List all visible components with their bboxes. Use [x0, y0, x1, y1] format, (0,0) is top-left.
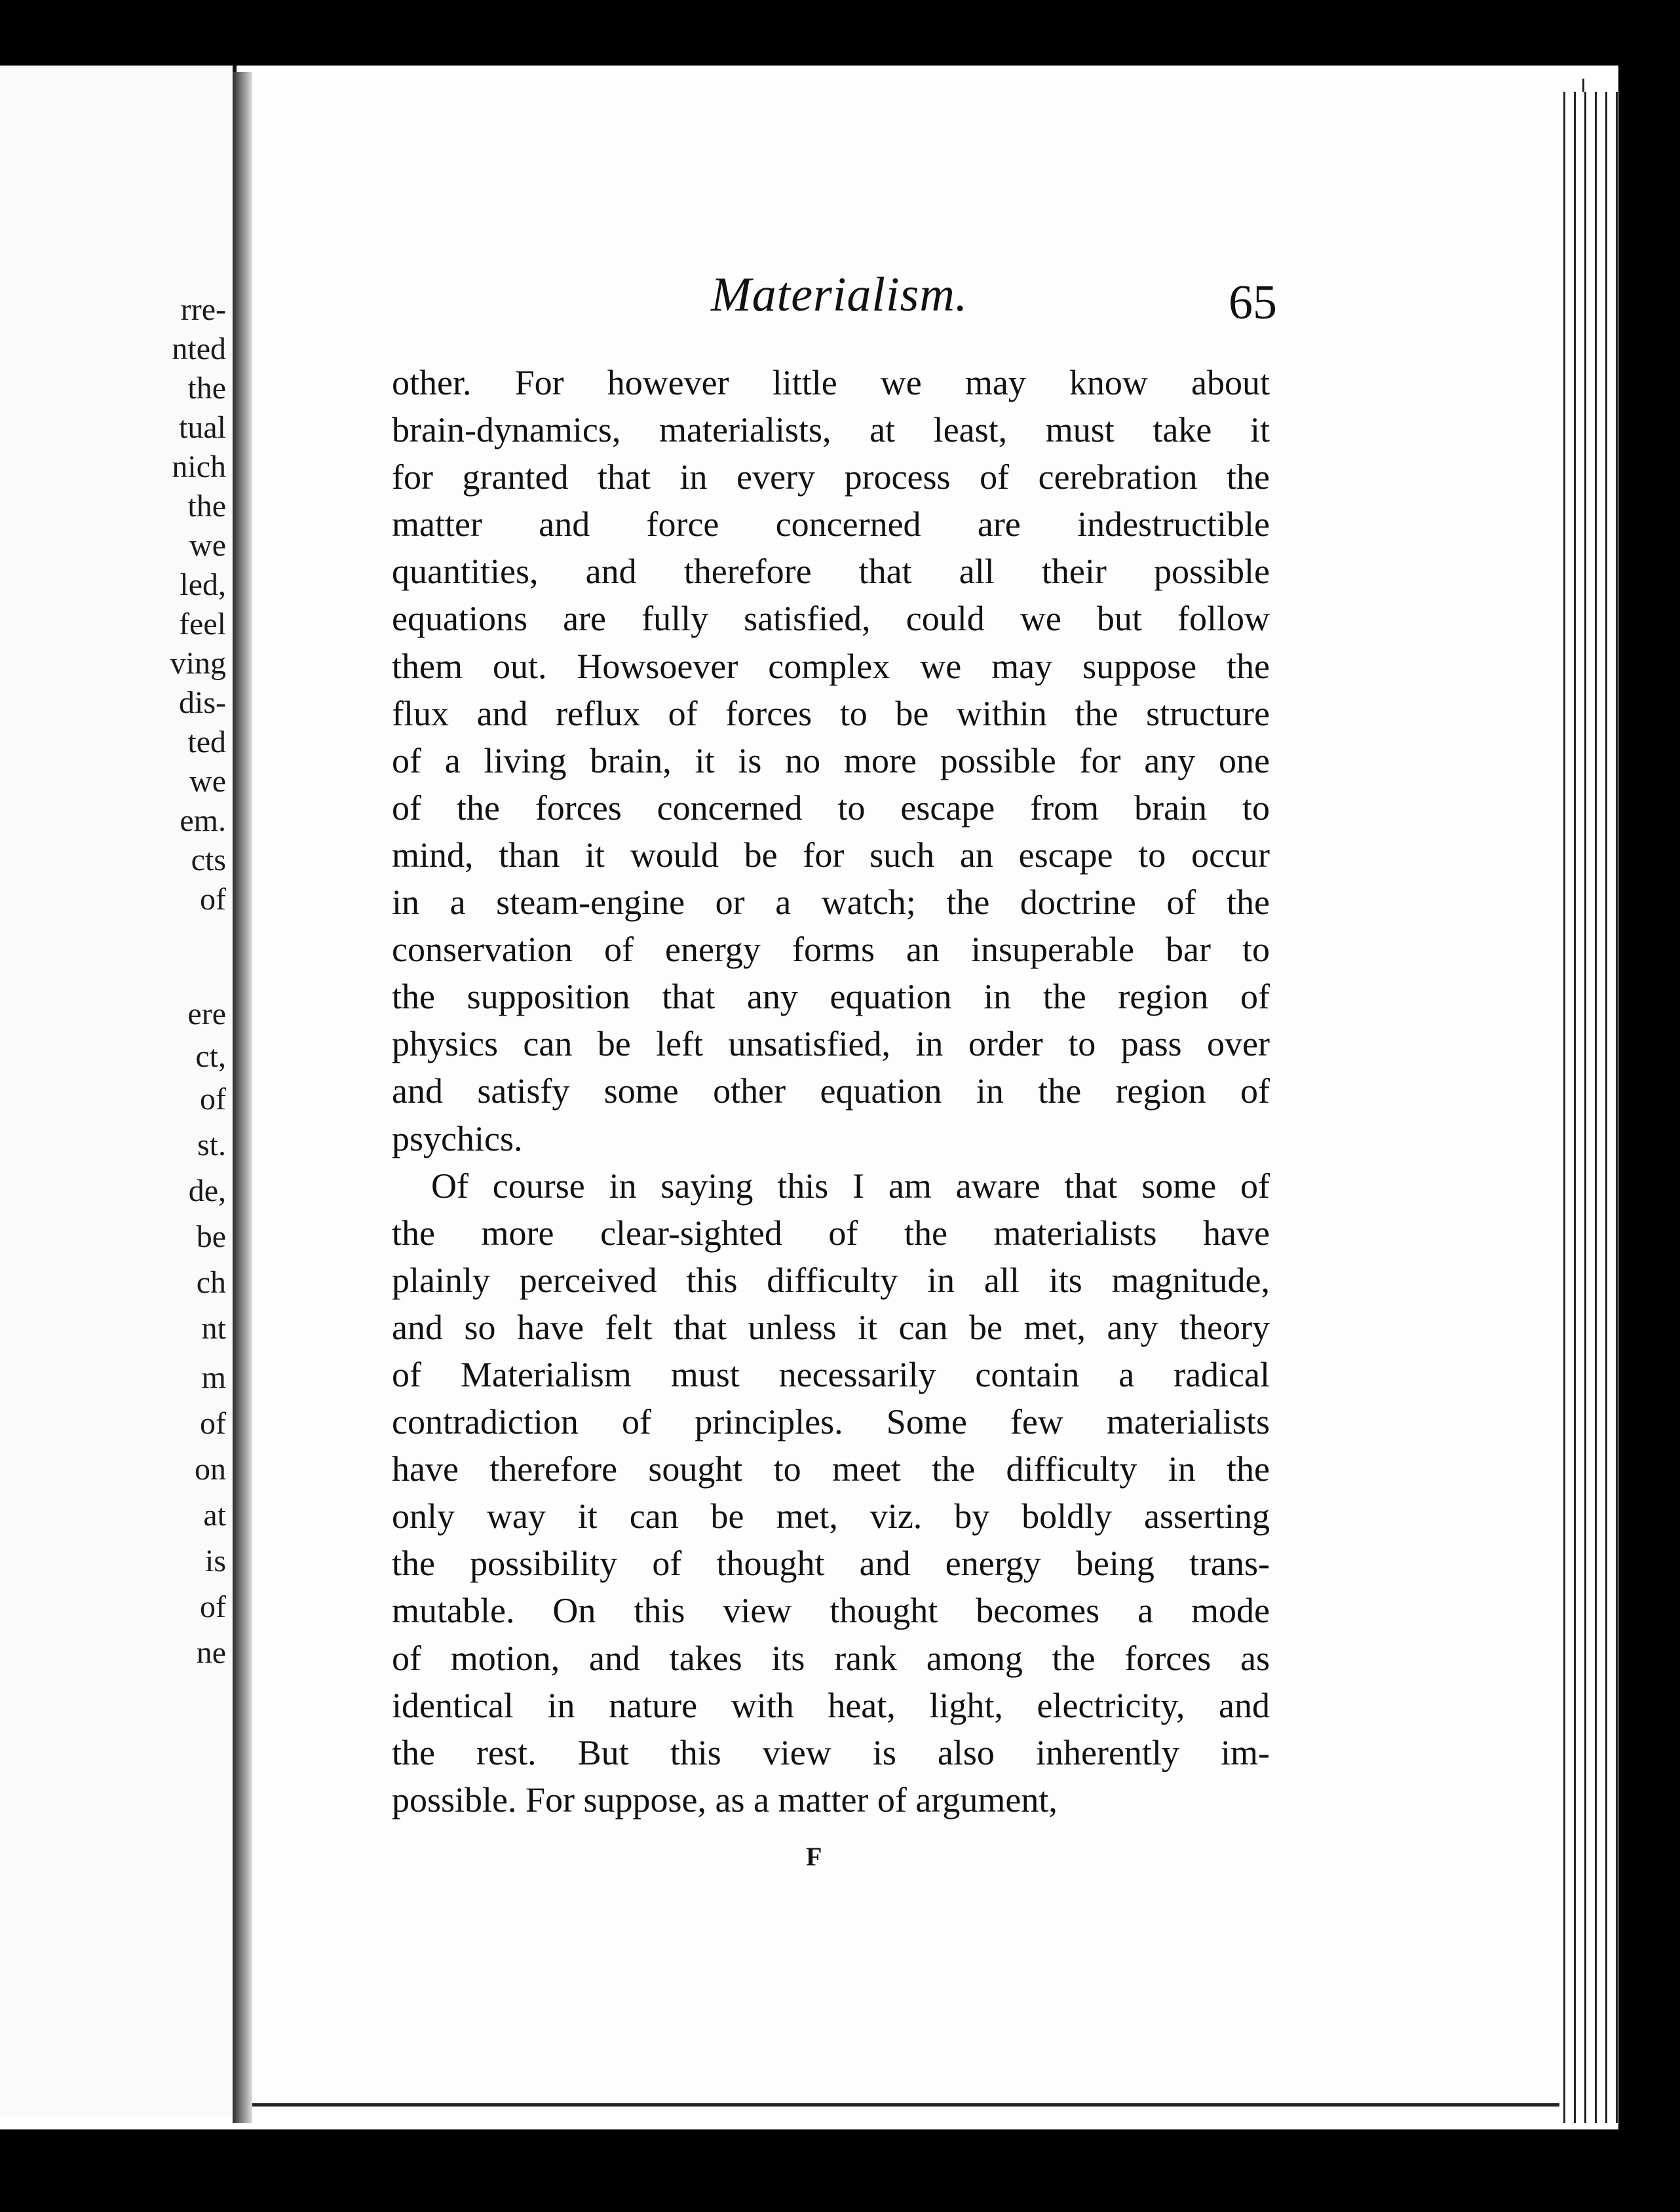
text-line: of motion, and takes its rank among the forces as [392, 1638, 1270, 1678]
page-edges [1559, 92, 1618, 2123]
facing-page-fragment: de, [188, 1173, 226, 1208]
scan-border-right [1618, 0, 1680, 2212]
facing-page-fragment: of [200, 882, 226, 917]
text-line: other. For however little we may know about [392, 363, 1270, 402]
scan-border-top [0, 0, 1680, 66]
text-line: physics can be left unsatisfied, in order to pass over [392, 1024, 1270, 1064]
facing-page-fragment: led, [180, 567, 226, 602]
paragraph-2 [392, 1162, 1270, 1823]
text-line: mind, than it would be for such an escape to occur [392, 835, 1270, 875]
facing-page-fragment: ct, [195, 1039, 226, 1074]
facing-page-fragment: on [195, 1452, 226, 1487]
facing-page-fragment: ere [187, 997, 226, 1031]
text-line: conservation of energy forms an insuperable bar to [392, 930, 1270, 970]
text-line: of Materialism must necessarily contain a radical [392, 1354, 1270, 1394]
text-line: the more clear-sighted of the materialists have [392, 1213, 1270, 1253]
text-line: psychics. [392, 1118, 523, 1158]
text-line: the rest. But this view is also inherently im- [392, 1732, 1270, 1772]
facing-page-fragment: be [196, 1219, 226, 1254]
text-line: flux and reflux of forces to be within the structure [392, 693, 1270, 733]
facing-page-fragment: ne [196, 1635, 226, 1670]
text-line: and so have felt that unless it can be met, any theory [392, 1307, 1270, 1347]
text-line: only way it can be met, viz. by boldly asserting [392, 1497, 1270, 1536]
text-line: the supposition that any equation in the region of [392, 977, 1270, 1017]
text-line: for granted that in every process of cerebration the [392, 457, 1270, 497]
facing-page-fragment: of [200, 1082, 226, 1116]
body-text [392, 359, 1270, 1823]
facing-page-fragment: we [189, 528, 226, 563]
facing-page-fragment: of [200, 1590, 226, 1624]
scan-border-bottom [0, 2129, 1680, 2212]
facing-page-fragment: tual [179, 410, 226, 445]
dust-speck [10, 13, 15, 18]
text-line: contradiction of principles. Some few materialists [392, 1402, 1270, 1442]
facing-page-fragment: feel [179, 607, 226, 641]
facing-page-fragment: is [204, 1544, 226, 1578]
facing-page-fragment: we [189, 764, 226, 799]
text-line: mutable. On this view thought becomes a mode [392, 1591, 1270, 1631]
text-line: them out. Howsoever complex we may suppose the [392, 646, 1270, 686]
facing-page-fragment: nted [172, 332, 226, 366]
text-line: possible. For suppose, as a matter of argument, [392, 1780, 1058, 1820]
facing-page-fragment: cts [191, 843, 226, 877]
signature-mark: F [806, 1842, 822, 1871]
facing-page-fragment: the [187, 371, 226, 406]
facing-page-fragment: nich [172, 449, 226, 484]
facing-page [0, 66, 237, 2116]
text-line: of the forces concerned to escape from brain to [392, 788, 1270, 828]
facing-page-fragment: ving [170, 646, 226, 681]
text-line: equations are fully satisfied, could we but follow [392, 599, 1270, 639]
paragraph-1 [392, 359, 1270, 1162]
facing-page-fragment: ch [196, 1265, 226, 1300]
book-gutter [233, 72, 252, 2123]
facing-page-fragment: m [201, 1360, 226, 1395]
text-line: and satisfy some other equation in the region of [392, 1071, 1270, 1111]
facing-page-fragment: ted [187, 725, 226, 759]
text-line: Of course in saying this I am aware that some of [431, 1166, 1270, 1206]
facing-page-fragment: nt [201, 1311, 226, 1346]
text-line: in a steam-engine or a watch; the doctrine of the [392, 883, 1270, 923]
text-line: brain-dynamics, materialists, at least, must take it [392, 410, 1270, 450]
facing-page-fragment: the [187, 489, 226, 524]
facing-page-fragment: em. [180, 803, 226, 838]
text-line: identical in nature with heat, light, electricity, and [392, 1685, 1270, 1725]
text-line: quantities, and therefore that all their possible [392, 552, 1270, 592]
facing-page-fragment: of [200, 1406, 226, 1441]
text-line: matter and force concerned are indestructible [392, 505, 1270, 544]
page-number: 65 [1229, 276, 1277, 330]
facing-page-fragment: at [203, 1498, 226, 1533]
text-line: plainly perceived this difficulty in all its magnitude, [392, 1260, 1270, 1300]
facing-page-fragment: st. [197, 1128, 226, 1162]
text-line: the possibility of thought and energy being trans- [392, 1544, 1270, 1584]
running-head: Materialism. [711, 268, 968, 322]
text-line: have therefore sought to meet the difficulty in the [392, 1449, 1270, 1489]
facing-page-fragment: dis- [179, 685, 226, 720]
facing-page-fragment: rre- [180, 292, 226, 327]
text-line: of a living brain, it is no more possible for any one [392, 740, 1270, 780]
